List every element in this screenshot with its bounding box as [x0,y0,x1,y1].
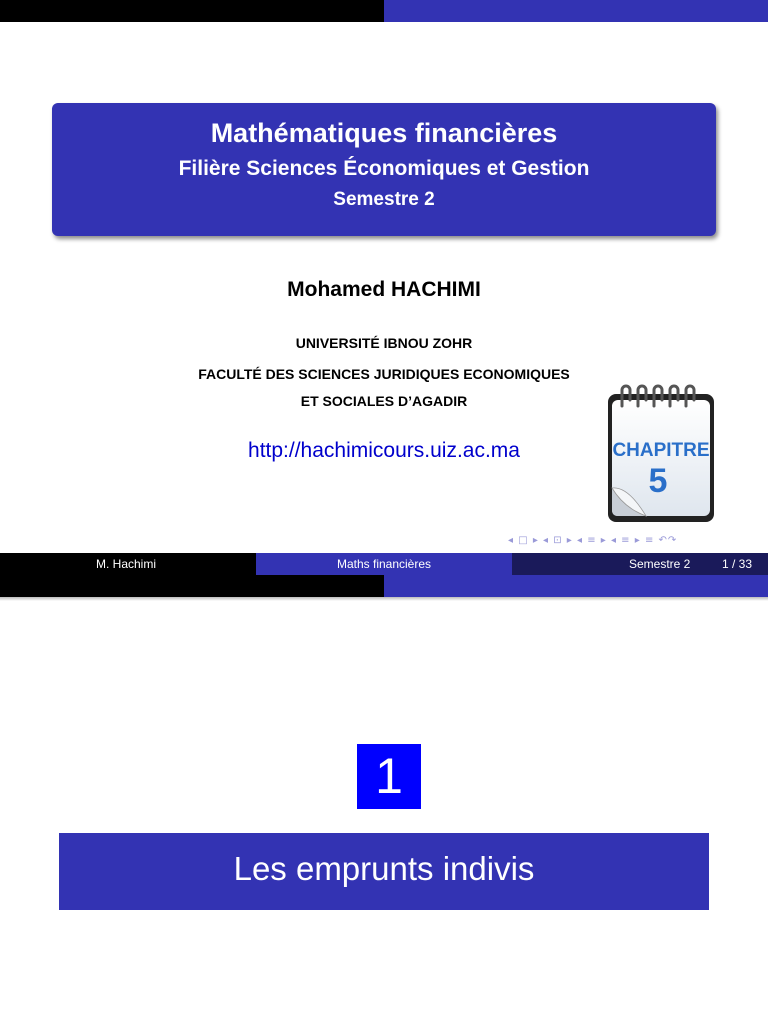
nav-search-icon[interactable]: ≡ ↶↷ [644,535,678,546]
author-name: Mohamed HACHIMI [287,278,481,301]
presentation-semester: Semestre 2 [333,189,435,210]
presentation-title: Mathématiques financières [210,118,558,148]
course-url-link[interactable]: http://hachimicours.uiz.ac.ma [248,439,520,462]
nav-section-icon[interactable]: ◂ ≡ ▸ [577,535,607,546]
presentation-subtitle: Filière Sciences Économiques et Gestion [178,157,590,180]
institution-faculty-line2: ET SOCIALES D’AGADIR [300,393,468,409]
footer-title: Maths financières [336,557,432,571]
beamer-navigation-icons[interactable] [508,535,764,549]
slide2-header-bar-left [0,575,384,597]
header-bar-right [384,0,768,22]
nav-prev-frame-icon[interactable]: ◂ □ ▸ [508,535,539,546]
title-box [52,103,716,236]
header-shadow [0,597,768,601]
slide-footer [0,553,768,575]
slide2-header-bar-right [384,575,768,597]
nav-subsection-icon[interactable]: ◂ ⊡ ▸ [543,535,573,546]
chapter-number: 5 [648,462,668,500]
footer-title-box [256,553,512,575]
nav-document-icon[interactable]: ◂ ≡ ▸ [610,535,641,546]
footer-author-box [0,553,256,575]
section-number-badge: 1 [357,744,421,809]
footer-page-number: 1 / 33 [722,557,753,571]
footer-info-box [512,553,768,575]
institution-faculty-line1: FACULTÉ DES SCIENCES JURIDIQUES ECONOMIQUES [198,366,570,382]
institution-university: UNIVERSITÉ IBNOU ZOHR [295,335,473,351]
footer-semester: Semestre 2 [629,557,691,571]
section-title: Les emprunts indivis [59,833,709,910]
chapter-label: CHAPITRE [612,440,710,461]
header-bar-left [0,0,384,22]
notepad-icon [606,384,718,526]
footer-author: M. Hachimi [96,557,157,571]
